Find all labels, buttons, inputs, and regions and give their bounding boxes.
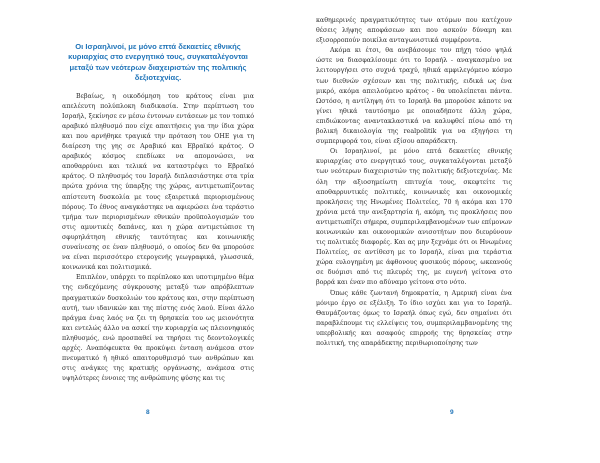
paragraph: καθημερινές πραγματικότητες των ατόμων που κατέχουν θέσεις λήψης αποφάσεων και που ασκούν δύναμη και εξισορροπούν ποικίλα ανταγωνιστικά συμφέροντα.: [316, 17, 512, 45]
left-body-text: [62, 92, 254, 385]
paragraph: Βεβαίως, η οικοδόμηση του κράτους είναι μια απελέευτη πολύπλοκη διαδικασία. Στην περίπτωση του Ισραήλ, ξεκίνησε εν μέσω έντονων εντάσεων με τον τοπικό αραβικό πληθυσμό που είχε απαιτήσεις για την ίδια χώρα και που αρνήθηκε τραγικά την πρόταση του ΟΗΕ για τη διαίρεση της γης σε Αραβικό και Εβραϊκό κράτος. Ο αραβικός κόσμος επεδίωκε να απομονώσει, να αποθαρρύνει και τελικά να καταστρέψει το Εβραϊκό κράτος. Ο πληθυσμός του Ισραήλ διπλασιάστηκε στα τρία πρώτα χρόνια της ύπαρξης της χώρας, αντιμετωπίζοντας απίστευτη δυσκολία με τους εξαιρετικά περιορισμένους πόρους. Το έθνος αναγκάστηκε να αφιερώσει ένα τεράστιο τμήμα των περιορισμένων εθνικών προϋπολογισμών του στις αμυντικές δαπάνες, και η χώρα αντιμετώπισε τη σφυρηλάτηση εθνικής ταυτότητας και κοινωνικής συναίνεσης σε έναν πληθυσμό, ο οποίος δεν θα μπορούσε να είναι περισσότερο ετερογενής γεωγραφικά, γλωσσικά, κοινωνικά και πολιτισμικά.: [62, 92, 254, 272]
right-page: [300, 0, 600, 463]
paragraph: Επιπλέον, υπάρχει το περίπλοκο και υποτιμημένο θέμα της ενδεχόμενης σύγκρουσης μεταξύ των απρόβλεπτων πραγματικών δυσκολιών του κράτους και, στην περίπτωση αυτή, των ιδανικών και της πίστης ενός λαού. Είναι άλλο πράγμα ένας λαός να ζει τη θρησκεία του ως μειονότητα και εντελώς άλλο να ασκεί την κυριαρχία ως πλειονηφικός πληθυσμός, ενώ προσπαθεί να τηρήσει τις δεοντολογικές αρχές. Αναπόφευκτα θα προκύψει ένταση ανάμεσα στον πνευματικό ή ηθικό απαιτορυθμισμό των ανθρώπων και στις ανάγκες της κρατικής οργάνωσης, ανάμεσα στις υψηλότερες έννοιες της ανθρώπινης φύσης και τις: [62, 274, 254, 383]
page-number: 9: [450, 409, 454, 416]
paragraph: Όπως κάθε ζωντανή δημοκρατία, η Αμερική είναι ένα μόνιμο έργο σε εξέλιξη. Το ίδιο ισχύει και για το Ισραήλ. Θαυμάζοντας όμως το Ισραήλ όπως εγώ, δεν σημαίνει ότι παραβλέπουμε τις ελλείψεις του, συμπεριλαμβανομένης της υπερβολικής και ασαφούς επιρροής της θρησκείας στην πολιτική, της απαράδεκτης περιθωριοποίησης των: [316, 289, 512, 347]
right-column: [316, 16, 512, 349]
paragraph: Ακόμα κι έτσι, θα ανεβάσουμε τον πήχη τόσο ψηλά ώστε να διασφαλίσουμε ότι το Ισραήλ - αναγκασμένο να λειτουργήσει στο συχνά τραχύ, ηθικά αμφιλεγόμενο κόσμο των διεθνών σχέσεων και της πολιτικής, ειδικά ως ένα μικρό, ακόμα απειλούμενο κράτος - θα υπολείπεται πάντα. Ωστόσο, η αντίληψη ότι το Ισραήλ θα μπορούσε κάποτε να γίνει ηθικά ταυτόσημο με οποιαδήποτε άλλη χώρα, επιδιώκοντας αναντακλαστικά να καλυφθεί πίσω από τη βολική δικαιολογία της realpolitik για να εξηγήσει τη συμπεριφορά του, είναι εξίσου απαράδεκτη.: [316, 47, 512, 146]
right-body-text: [316, 16, 512, 349]
pull-quote: Οι Ισραηλινοί, με μόνο επτά δεκαετίες εθνικής κυριαρχίας στο ενεργητικό τους, συγκαταλέγονται μεταξύ των νεότερων διαχειριστών της πολιτικής δεξιοτεχνίας.: [68, 42, 248, 83]
paragraph: Οι Ισραηλινοί, με μόνο επτά δεκαετίες εθνικής κυριαρχίας στο ενεργητικό τους, συγκαταλέγονται μεταξύ των νεότερων διαχειριστών της πολιτικής δεξιοτεχνίας. Με όλη την αξιοσημείωτη επιτυχία τους, σκεφτείτε τις αποθαρρυντικές πολιτικές, κοινωνικές και οικονομικές προκλήσεις της Ηνωμένες Πολιτείες, 70 ή ακόμα και 170 χρόνια μετά την ανεξαρτησία ή, ακόμη, τις προκλήσεις που αντιμετωπίζει σήμερα, συμπεριλαμβανομένων των επίμονων κοινωνικών και οικονομικών ανισοτήτων που διευρύνουν τις πολιτικές διαφορές. Και ας μην ξεχνάμε ότι οι Ηνωμένες Πολιτείες, σε αντίθεση με το Ισραήλ, είναι μια τεράστια χώρα ευλογημένη με άφθονους φυσικούς πόρους, ωκεανούς σε δυόμισι από τις πλευρές της, με ευγενή γείτονα στο βορρά και έναν πιο αδύναμο γείτονα στο νότο.: [316, 148, 512, 287]
page-number: 8: [146, 409, 150, 416]
left-column: [62, 36, 254, 384]
